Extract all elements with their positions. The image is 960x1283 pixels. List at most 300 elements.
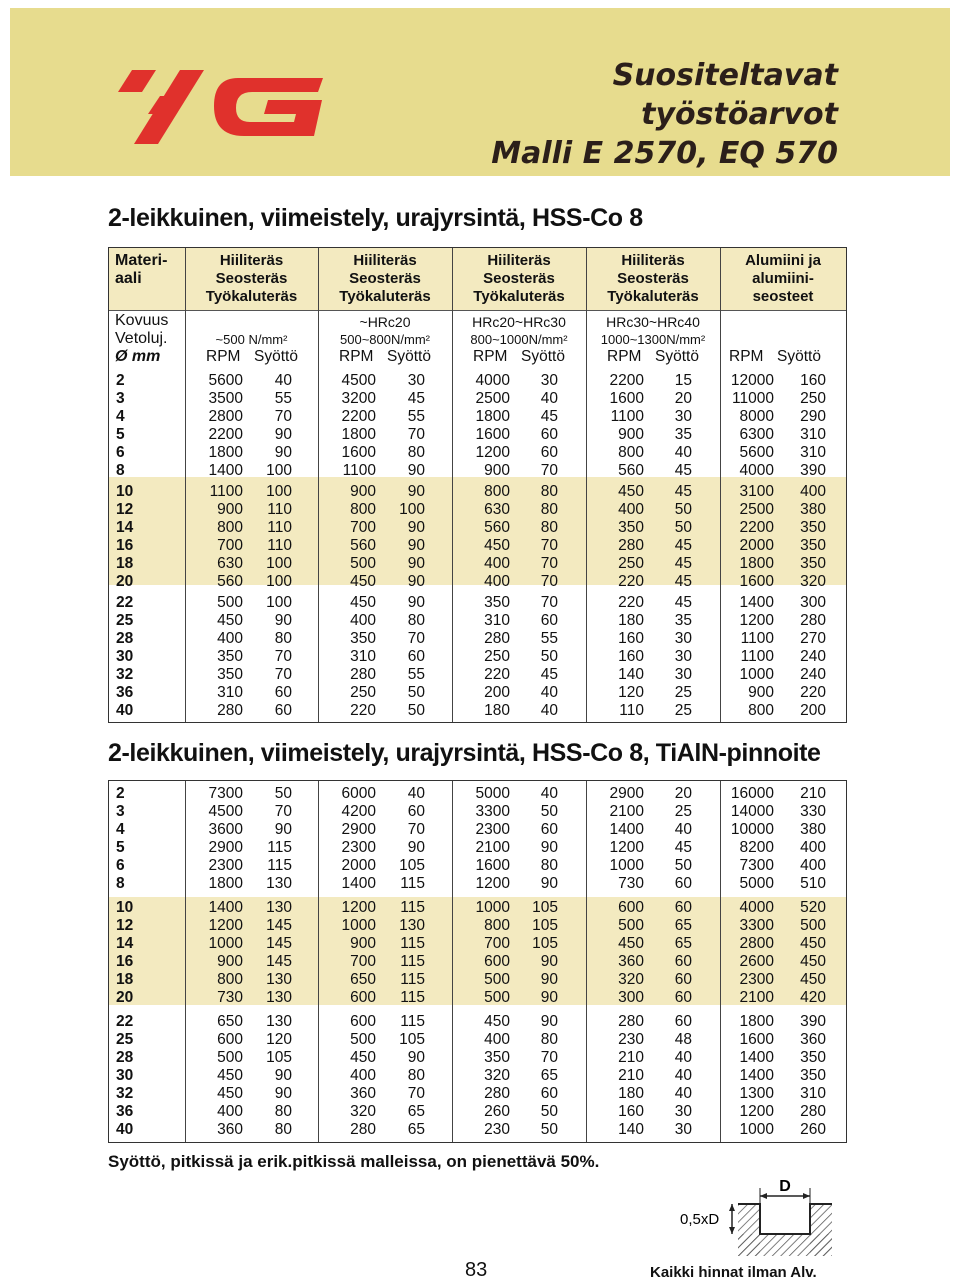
diameter-cell: 5	[116, 839, 125, 856]
rpm-cell: 500	[217, 594, 243, 611]
feed-cell: 40	[407, 785, 425, 802]
feed-cell: 220	[800, 684, 826, 701]
feed-cell: 145	[266, 935, 292, 952]
rpm-cell: 360	[350, 1085, 376, 1102]
feed-cell: 45	[674, 573, 692, 590]
material-header-2: Hiiliteräs Seosteräs Työkaluteräs	[339, 252, 431, 305]
strength-label: Vetoluj.	[115, 330, 168, 347]
rpm-cell: 350	[217, 666, 243, 683]
diameter-cell: 14	[116, 935, 134, 952]
rpm-cell: 3500	[208, 390, 243, 407]
rpm-cell: 2300	[739, 971, 774, 988]
feed-cell: 70	[540, 573, 558, 590]
feed-cell: 70	[274, 648, 292, 665]
feed-cell: 90	[274, 444, 292, 461]
feed-cell: 40	[674, 1049, 692, 1066]
rpm-cell: 630	[484, 501, 510, 518]
table-row	[109, 462, 846, 480]
diameter-cell: 6	[116, 444, 125, 461]
diameter-cell: 36	[116, 684, 134, 701]
rpm-cell: 2300	[341, 839, 376, 856]
feed-cell: 65	[674, 917, 692, 934]
rpm-cell: 4500	[208, 803, 243, 820]
rpm-cell: 1000	[341, 917, 376, 934]
diameter-cell: 16	[116, 953, 134, 970]
feed-cell: 310	[800, 1085, 826, 1102]
rpm-cell: 280	[618, 1013, 644, 1030]
rpm-cell: 2200	[341, 408, 376, 425]
feed-cell: 60	[674, 1013, 692, 1030]
rpm-cell: 350	[618, 519, 644, 536]
table-row	[109, 702, 846, 720]
feed-cell: 240	[800, 648, 826, 665]
rpm-cell: 2100	[739, 989, 774, 1006]
feed-cell: 45	[540, 666, 558, 683]
feed-cell: 200	[800, 702, 826, 719]
rpm-cell: 280	[484, 630, 510, 647]
feed-cell: 45	[674, 555, 692, 572]
rpm-cell: 800	[748, 702, 774, 719]
diameter-cell: 2	[116, 785, 125, 802]
feed-cell: 100	[266, 462, 292, 479]
rpm-cell: 600	[350, 989, 376, 1006]
rpm-cell: 500	[618, 917, 644, 934]
rpm-cell: 1000	[475, 899, 510, 916]
diameter-cell: 40	[116, 702, 134, 719]
feed-cell: 130	[266, 875, 292, 892]
title-line-2: työstöarvot	[641, 97, 838, 132]
table-row	[109, 390, 846, 408]
feed-cell: 90	[274, 612, 292, 629]
feed-cell: 105	[266, 1049, 292, 1066]
rpm-cell: 310	[217, 684, 243, 701]
feed-cell: 110	[267, 501, 292, 518]
rpm-cell: 8200	[739, 839, 774, 856]
feed-cell: 50	[540, 1121, 558, 1138]
rpm-cell: 4500	[341, 372, 376, 389]
feed-cell: 120	[266, 1031, 292, 1048]
feed-cell: 50	[407, 684, 425, 701]
feed-cell: 40	[274, 372, 292, 389]
strength-value: 800~1000N/mm²	[470, 332, 568, 347]
feed-cell: 80	[407, 1067, 425, 1084]
rpm-cell: 1400	[609, 821, 644, 838]
feed-cell: 90	[274, 1085, 292, 1102]
diameter-cell: 12	[116, 917, 134, 934]
diameter-cell: 18	[116, 971, 134, 988]
feed-cell: 90	[274, 426, 292, 443]
slot-depth-diagram	[680, 1178, 840, 1262]
diameter-cell: 36	[116, 1103, 134, 1120]
rpm-cell: 1600	[475, 857, 510, 874]
table-row	[109, 444, 846, 462]
feed-cell: 330	[800, 803, 826, 820]
rpm-header: RPM	[473, 348, 508, 365]
feed-cell: 35	[674, 426, 692, 443]
rpm-cell: 400	[217, 630, 243, 647]
feed-cell: 90	[274, 1067, 292, 1084]
feed-cell: 35	[674, 612, 692, 629]
table-row	[109, 483, 846, 501]
feed-cell: 55	[540, 630, 558, 647]
feed-cell: 130	[266, 989, 292, 1006]
hardness-value: HRc30~HRc40	[606, 314, 700, 330]
rpm-cell: 900	[618, 426, 644, 443]
diameter-cell: 10	[116, 899, 134, 916]
rpm-cell: 250	[484, 648, 510, 665]
feed-cell: 210	[800, 785, 826, 802]
hardness-value: ~HRc20	[359, 314, 411, 330]
feed-cell: 65	[407, 1121, 425, 1138]
feed-cell: 105	[532, 899, 558, 916]
rpm-cell: 560	[618, 462, 644, 479]
table-row	[109, 989, 846, 1007]
feed-cell: 50	[674, 857, 692, 874]
rpm-cell: 500	[484, 989, 510, 1006]
feed-cell: 100	[399, 501, 425, 518]
diameter-cell: 4	[116, 408, 125, 425]
rpm-cell: 1600	[609, 390, 644, 407]
feed-cell: 30	[674, 648, 692, 665]
feed-cell: 30	[674, 630, 692, 647]
feed-cell: 60	[674, 971, 692, 988]
diameter-cell: 14	[116, 519, 134, 536]
feed-cell: 100	[266, 573, 292, 590]
feed-cell: 45	[674, 839, 692, 856]
diameter-cell: 3	[116, 390, 125, 407]
feed-cell: 105	[399, 857, 425, 874]
rpm-cell: 1100	[209, 483, 243, 500]
feed-cell: 20	[674, 785, 692, 802]
diameter-cell: 22	[116, 594, 134, 611]
rpm-cell: 310	[350, 648, 376, 665]
page-title	[491, 56, 838, 173]
rpm-cell: 1800	[739, 555, 774, 572]
rpm-cell: 8000	[739, 408, 774, 425]
rpm-cell: 1000	[739, 666, 774, 683]
feed-cell: 390	[800, 462, 826, 479]
rpm-cell: 11000	[732, 390, 774, 407]
rpm-cell: 1300	[739, 1085, 774, 1102]
rpm-cell: 1600	[739, 1031, 774, 1048]
rpm-cell: 4200	[341, 803, 376, 820]
feed-cell: 60	[674, 899, 692, 916]
rpm-cell: 230	[484, 1121, 510, 1138]
diameter-cell: 22	[116, 1013, 134, 1030]
diameter-cell: 20	[116, 989, 134, 1006]
rpm-cell: 180	[618, 612, 644, 629]
hardness-label: Kovuus	[115, 312, 169, 329]
rpm-cell: 160	[618, 630, 644, 647]
feed-cell: 50	[540, 803, 558, 820]
feed-cell: 45	[674, 594, 692, 611]
feed-cell: 70	[540, 462, 558, 479]
feed-cell: 130	[399, 917, 425, 934]
section-title-2: 2-leikkuinen, viimeistely, urajyrsintä, HSS-Co 8, TiAlN-pinnoite	[108, 739, 821, 767]
rpm-cell: 500	[350, 1031, 376, 1048]
rpm-cell: 1400	[739, 1049, 774, 1066]
feed-header: Syöttö	[387, 348, 431, 365]
rpm-cell: 1200	[609, 839, 644, 856]
strength-value: 1000~1300N/mm²	[600, 332, 706, 347]
diameter-cell: 28	[116, 630, 134, 647]
feed-header: Syöttö	[254, 348, 298, 365]
feed-cell: 70	[274, 803, 292, 820]
rpm-cell: 1800	[208, 444, 243, 461]
table-row	[109, 1013, 846, 1031]
feed-cell: 420	[800, 989, 826, 1006]
rpm-cell: 560	[350, 537, 376, 554]
feed-cell: 25	[674, 803, 692, 820]
rpm-cell: 400	[350, 1067, 376, 1084]
rpm-cell: 450	[618, 483, 644, 500]
rpm-cell: 800	[350, 501, 376, 518]
rpm-cell: 700	[217, 537, 243, 554]
rpm-cell: 400	[484, 1031, 510, 1048]
rpm-cell: 2900	[208, 839, 243, 856]
rpm-cell: 600	[484, 953, 510, 970]
rpm-cell: 600	[217, 1031, 243, 1048]
feed-cell: 160	[800, 372, 826, 389]
rpm-cell: 300	[618, 989, 644, 1006]
feed-cell: 80	[540, 501, 558, 518]
rpm-cell: 1800	[475, 408, 510, 425]
feed-cell: 90	[540, 971, 558, 988]
hardness-value: HRc20~HRc30	[472, 314, 566, 330]
feed-cell: 55	[407, 666, 425, 683]
rpm-cell: 180	[484, 702, 510, 719]
feed-cell: 350	[800, 519, 826, 536]
feed-cell: 90	[407, 537, 425, 554]
diameter-cell: 5	[116, 426, 125, 443]
rpm-cell: 2800	[208, 408, 243, 425]
feed-cell: 30	[674, 408, 692, 425]
table-row	[109, 803, 846, 821]
feed-cell: 60	[407, 803, 425, 820]
feed-cell: 40	[540, 785, 558, 802]
feed-cell: 380	[800, 501, 826, 518]
diameter-cell: 4	[116, 821, 125, 838]
rpm-cell: 7300	[208, 785, 243, 802]
divider	[109, 310, 846, 311]
rpm-cell: 500	[484, 971, 510, 988]
rpm-cell: 630	[217, 555, 243, 572]
rpm-cell: 450	[217, 1085, 243, 1102]
feed-cell: 310	[800, 444, 826, 461]
rpm-cell: 730	[217, 989, 243, 1006]
feed-cell: 30	[540, 372, 558, 389]
feed-cell: 110	[267, 537, 292, 554]
table-row	[109, 1085, 846, 1103]
title-line-3: Malli E 2570, EQ 570	[491, 136, 838, 171]
feed-header: Syöttö	[521, 348, 565, 365]
feed-cell: 50	[407, 702, 425, 719]
feed-cell: 145	[266, 953, 292, 970]
rpm-cell: 140	[618, 1121, 644, 1138]
rpm-cell: 2900	[609, 785, 644, 802]
rpm-cell: 250	[350, 684, 376, 701]
feed-cell: 70	[407, 426, 425, 443]
diameter-cell: 30	[116, 648, 134, 665]
table-row	[109, 1049, 846, 1067]
rpm-cell: 10000	[730, 821, 774, 838]
feed-cell: 50	[674, 501, 692, 518]
rpm-cell: 220	[350, 702, 376, 719]
rpm-cell: 12000	[730, 372, 774, 389]
rpm-cell: 2200	[208, 426, 243, 443]
diameter-cell: 40	[116, 1121, 134, 1138]
table-row	[109, 1103, 846, 1121]
feed-cell: 40	[674, 821, 692, 838]
table-row	[109, 573, 846, 591]
rpm-cell: 450	[484, 537, 510, 554]
rpm-cell: 2300	[208, 857, 243, 874]
rpm-cell: 1200	[475, 875, 510, 892]
rpm-cell: 560	[217, 573, 243, 590]
feed-cell: 280	[800, 1103, 826, 1120]
diameter-cell: 25	[116, 1031, 134, 1048]
feed-cell: 30	[674, 1121, 692, 1138]
rpm-cell: 1800	[739, 1013, 774, 1030]
feed-cell: 30	[674, 1103, 692, 1120]
rpm-cell: 450	[217, 612, 243, 629]
feed-cell: 270	[800, 630, 826, 647]
feed-cell: 50	[540, 648, 558, 665]
rpm-cell: 180	[618, 1085, 644, 1102]
feed-cell: 115	[400, 935, 425, 952]
rpm-cell: 1000	[609, 857, 644, 874]
feed-reduction-note: Syöttö, pitkissä ja erik.pitkissä malleissa, on pienettävä 50%.	[108, 1152, 600, 1171]
rpm-cell: 2800	[739, 935, 774, 952]
feed-cell: 90	[540, 989, 558, 1006]
feed-cell: 90	[540, 953, 558, 970]
rpm-header: RPM	[206, 348, 241, 365]
feed-cell: 90	[407, 839, 425, 856]
feed-cell: 130	[266, 971, 292, 988]
rpm-cell: 320	[618, 971, 644, 988]
feed-cell: 60	[274, 702, 292, 719]
rpm-cell: 650	[350, 971, 376, 988]
feed-cell: 450	[800, 953, 826, 970]
rpm-cell: 2100	[475, 839, 510, 856]
diameter-cell: 3	[116, 803, 125, 820]
feed-cell: 510	[800, 875, 826, 892]
rpm-cell: 2500	[739, 501, 774, 518]
rpm-cell: 1400	[739, 594, 774, 611]
table-row	[109, 684, 846, 702]
feed-cell: 115	[400, 1013, 425, 1030]
rpm-cell: 360	[217, 1121, 243, 1138]
rpm-cell: 900	[217, 501, 243, 518]
feed-cell: 40	[540, 390, 558, 407]
header-banner	[10, 8, 950, 176]
table-row	[109, 519, 846, 537]
feed-cell: 70	[274, 666, 292, 683]
strength-value: ~500 N/mm²	[215, 332, 288, 347]
rpm-cell: 350	[217, 648, 243, 665]
rpm-cell: 3600	[208, 821, 243, 838]
rpm-cell: 1100	[740, 648, 774, 665]
rpm-cell: 220	[484, 666, 510, 683]
feed-cell: 65	[540, 1067, 558, 1084]
feed-cell: 80	[274, 1103, 292, 1120]
feed-cell: 290	[800, 408, 826, 425]
rpm-cell: 350	[484, 1049, 510, 1066]
rpm-cell: 200	[484, 684, 510, 701]
rpm-cell: 140	[618, 666, 644, 683]
table-row	[109, 785, 846, 803]
rpm-cell: 900	[217, 953, 243, 970]
feed-cell: 60	[540, 444, 558, 461]
rpm-cell: 1200	[341, 899, 376, 916]
title-line-1: Suositeltavat	[612, 58, 838, 93]
rpm-cell: 160	[618, 648, 644, 665]
rpm-cell: 280	[350, 1121, 376, 1138]
feed-cell: 20	[674, 390, 692, 407]
rpm-cell: 450	[350, 1049, 376, 1066]
feed-cell: 310	[800, 426, 826, 443]
material-header-4: Hiiliteräs Seosteräs Työkaluteräs	[607, 252, 699, 305]
table-row	[109, 612, 846, 630]
rpm-cell: 730	[618, 875, 644, 892]
table-row	[109, 839, 846, 857]
table-row	[109, 971, 846, 989]
rpm-cell: 16000	[730, 785, 774, 802]
page-number: 83	[465, 1259, 488, 1281]
rpm-cell: 5600	[739, 444, 774, 461]
feed-cell: 360	[800, 1031, 826, 1048]
rpm-cell: 800	[484, 917, 510, 934]
rpm-cell: 400	[217, 1103, 243, 1120]
rpm-cell: 220	[618, 594, 644, 611]
feed-cell: 130	[266, 1013, 292, 1030]
diameter-cell: 8	[116, 875, 125, 892]
rpm-cell: 1800	[341, 426, 376, 443]
rpm-cell: 1000	[208, 935, 243, 952]
strength-value: 500~800N/mm²	[340, 332, 430, 347]
feed-cell: 30	[407, 372, 425, 389]
feed-cell: 65	[407, 1103, 425, 1120]
rpm-cell: 350	[484, 594, 510, 611]
table-tialn-coated	[108, 780, 847, 1143]
feed-cell: 500	[800, 917, 826, 934]
feed-cell: 90	[407, 462, 425, 479]
feed-cell: 80	[540, 1031, 558, 1048]
table-row	[109, 953, 846, 971]
feed-header: Syöttö	[655, 348, 699, 365]
table-row	[109, 372, 846, 390]
rpm-cell: 5600	[208, 372, 243, 389]
rpm-cell: 3200	[341, 390, 376, 407]
feed-cell: 60	[674, 953, 692, 970]
rpm-cell: 110	[619, 702, 644, 719]
table-row	[109, 821, 846, 839]
rpm-cell: 1600	[475, 426, 510, 443]
feed-cell: 70	[407, 821, 425, 838]
section-title-1: 2-leikkuinen, viimeistely, urajyrsintä, HSS-Co 8	[108, 204, 643, 232]
feed-cell: 70	[540, 555, 558, 572]
feed-cell: 260	[800, 1121, 826, 1138]
feed-cell: 115	[400, 875, 425, 892]
rpm-cell: 800	[217, 971, 243, 988]
rpm-cell: 1100	[342, 462, 376, 479]
rpm-cell: 700	[350, 953, 376, 970]
rpm-cell: 230	[618, 1031, 644, 1048]
feed-cell: 105	[532, 917, 558, 934]
rpm-cell: 560	[484, 519, 510, 536]
rpm-cell: 1400	[739, 1067, 774, 1084]
rpm-cell: 700	[350, 519, 376, 536]
